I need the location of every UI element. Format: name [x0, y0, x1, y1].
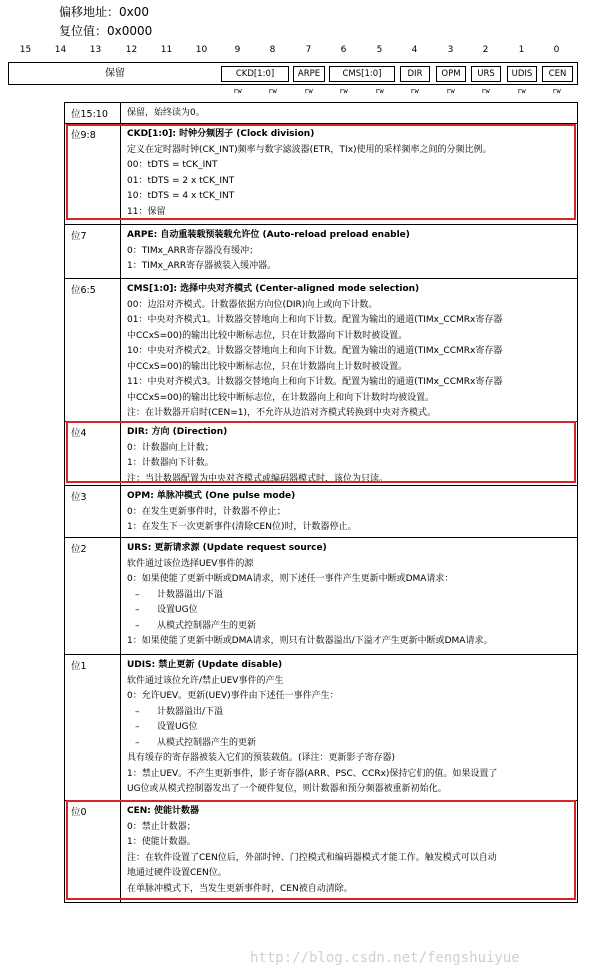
highlight-box-cen [66, 800, 576, 900]
bit-number: 11 [160, 45, 173, 55]
description-line: 具有缓存的寄存器被装入它们的预装载值。(译注：更新影子寄存器) [127, 753, 396, 763]
field-udis: UDIS [507, 66, 537, 82]
field-arpe: ARPE [293, 66, 325, 82]
reset-value: 复位值：0x0000 [59, 24, 153, 38]
bit-number: 5 [376, 45, 383, 55]
description-line: 保留，始终读为0。 [127, 108, 205, 118]
row-bit-2 [65, 538, 577, 655]
field-opm: OPM [436, 66, 466, 82]
description-line: UG位或从模式控制器发出了一个硬件复位，则计数器和预分频器被重新初始化。 [127, 784, 447, 794]
description-line: 地通过硬件设置CEN位。 [127, 868, 227, 878]
bit-number: 7 [305, 45, 312, 55]
bit-number: 14 [54, 45, 67, 55]
bit-description [127, 282, 573, 422]
bit-number: 4 [411, 45, 418, 55]
access-type: rw [268, 87, 277, 95]
description-line: 1：禁止UEV。不产生更新事件，影子寄存器(ARR、PSC、CCRx)保持它们的值。如果设置了 [127, 768, 498, 779]
bit-number: 15 [19, 45, 32, 55]
description-line: 1：在发生下一次更新事件(清除CEN位)时，计数器停止。 [127, 522, 357, 532]
access-type: rw [552, 87, 561, 95]
description-title: CEN: 使能计数器 [127, 806, 200, 816]
description-title: CKD[1:0]: 时钟分频因子 (Clock division) [127, 129, 315, 139]
bit-number: 2 [482, 45, 489, 55]
access-type: rw [481, 87, 490, 95]
bit-label: 位7 [65, 225, 121, 278]
description-title: CMS[1:0]: 选择中央对齐模式 (Center-aligned mode selection) [127, 284, 420, 294]
bit-number: 12 [125, 45, 138, 55]
register-field-row [8, 62, 578, 85]
bit-number: 10 [195, 45, 208, 55]
access-type: rw [517, 87, 526, 95]
access-type: rw [304, 87, 313, 95]
access-type-row [8, 87, 578, 97]
access-type: rw [410, 87, 419, 95]
field-dir: DIR [400, 66, 430, 82]
description-line: 01：中央对齐模式1。计数器交替地向上和向下计数。配置为输出的通道(TIMx_CCMRx寄存器 [127, 315, 503, 325]
access-type: rw [446, 87, 455, 95]
description-line: 中CCxS=00)的输出比较中断标志位，只在计数器向下计数时被设置。 [127, 330, 408, 341]
field-urs: URS [471, 66, 501, 82]
bit-number: 8 [269, 45, 276, 55]
description-title: URS: 更新请求源 (Update request source) [127, 543, 327, 553]
row-bit-1 [65, 655, 577, 801]
bit-number: 9 [234, 45, 241, 55]
reserved-field: 保留 [105, 68, 125, 79]
access-type: rw [375, 87, 384, 95]
bit-number: 3 [447, 45, 454, 55]
description-line: 中CCxS=00)的输出比较中断标志位，在计数器向上和向下计数时均被设置。 [127, 392, 435, 403]
description-line: 0：允许UEV。更新(UEV)事件由下述任一事件产生： [127, 691, 339, 701]
description-line: 1：TIMx_ARR寄存器被装入缓冲器。 [127, 261, 277, 271]
bit-description [127, 228, 573, 275]
bit-description [127, 106, 573, 122]
highlight-box-ckd [66, 124, 576, 220]
bit-description [127, 541, 573, 650]
description-line: 1：如果使能了更新中断或DMA请求，则只有计数器溢出/下溢才产生更新中断或DMA请求。 [127, 636, 493, 646]
bit-description [127, 489, 573, 536]
description-line: 0：如果使能了更新中断或DMA请求，则下述任一事件产生更新中断或DMA请求： [127, 574, 454, 584]
description-title: ARPE: 自动重装载预装载允许位 (Auto-reload preload enable) [127, 230, 410, 240]
offset-address: 偏移地址：0x00 [59, 5, 150, 19]
bit-label: 位15:10 [65, 103, 121, 123]
bit-label: 位2 [65, 538, 121, 654]
description-line: 10：tDTS = 4 x tCK_INT [127, 191, 235, 201]
bit-label: 位4 [65, 422, 121, 485]
description-list-item: – 计数器溢出/下溢 [127, 588, 573, 604]
bit-label: 位9:8 [65, 124, 121, 224]
description-list-item: – 从模式控制器产生的更新 [127, 619, 573, 635]
description-line: 11：中央对齐模式3。计数器交替地向上和向下计数。配置为输出的通道(TIMx_CCMRx寄存器 [127, 377, 503, 387]
description-line: 1：使能计数器。 [127, 837, 196, 847]
watermark: http://blog.csdn.net/fengshuiyue [250, 950, 520, 966]
description-line: 1：计数器向下计数。 [127, 458, 214, 468]
bit-number: 0 [553, 45, 560, 55]
description-line: 注：当计数器配置为中央对齐模式或编码器模式时，该位为只读。 [127, 473, 389, 484]
bit-number: 13 [89, 45, 102, 55]
access-type: rw [233, 87, 242, 95]
description-line: 01：tDTS = 2 x tCK_INT [127, 175, 235, 186]
description-list-item: – 设置UG位 [127, 720, 573, 736]
description-line: 注：在计数器开启时(CEN=1)，不允许从边沿对齐模式转换到中央对齐模式。 [127, 408, 436, 418]
bit-description [127, 658, 573, 798]
bit-number-row [8, 45, 578, 57]
bit-number: 6 [340, 45, 347, 55]
bit-label: 位0 [65, 801, 121, 902]
bit-label: 位1 [65, 655, 121, 800]
field-ckd: CKD[1:0] [221, 66, 289, 82]
description-list-item: – 设置UG位 [127, 603, 573, 619]
row-bit-7 [65, 225, 577, 279]
description-list-item: – 从模式控制器产生的更新 [127, 736, 573, 752]
description-line: 0：TIMx_ARR寄存器没有缓冲； [127, 245, 259, 256]
description-line: 软件通过该位允许/禁止UEV事件的产生 [127, 675, 284, 686]
description-title: UDIS: 禁止更新 (Update disable) [127, 660, 283, 670]
description-line: 00：tDTS = tCK_INT [127, 160, 218, 170]
description-line: 0：禁止计数器； [127, 821, 196, 832]
description-line: 软件通过该位选择UEV事件的源 [127, 558, 254, 569]
description-title: OPM: 单脉冲模式 (One pulse mode) [127, 491, 296, 501]
row-bits-6-5 [65, 279, 577, 422]
highlight-box-dir [66, 421, 576, 483]
description-line: 0：在发生更新事件时，计数器不停止； [127, 506, 286, 517]
description-line: 10：中央对齐模式2。计数器交替地向上和向下计数。配置为输出的通道(TIMx_CCMRx寄存器 [127, 346, 503, 356]
field-cms: CMS[1:0] [329, 66, 395, 82]
row-bit-3 [65, 486, 577, 538]
description-list-item: – 计数器溢出/下溢 [127, 705, 573, 721]
description-line: 在单脉冲模式下，当发生更新事件时，CEN被自动清除。 [127, 883, 353, 894]
row-bits-15-10 [65, 103, 577, 124]
bit-label: 位3 [65, 486, 121, 537]
description-line: 定义在定时器时钟(CK_INT)频率与数字滤波器(ETR，TIx)使用的采样频率之间的分频比例。 [127, 144, 492, 155]
access-type: rw [339, 87, 348, 95]
description-title: DIR: 方向 (Direction) [127, 427, 228, 437]
bit-label: 位6:5 [65, 279, 121, 421]
field-cen: CEN [542, 66, 573, 82]
description-line: 中CCxS=00)的输出比较中断标志位，只在计数器向上计数时被设置。 [127, 361, 408, 372]
description-line: 0：计数器向上计数； [127, 442, 214, 453]
bit-number: 1 [518, 45, 525, 55]
bit-description-table [64, 102, 578, 903]
description-line: 00：边沿对齐模式。计数器依据方向位(DIR)向上或向下计数。 [127, 299, 378, 310]
description-line: 11：保留 [127, 206, 166, 217]
description-line: 注：在软件设置了CEN位后，外部时钟、门控模式和编码器模式才能工作。触发模式可以自动 [127, 852, 497, 863]
